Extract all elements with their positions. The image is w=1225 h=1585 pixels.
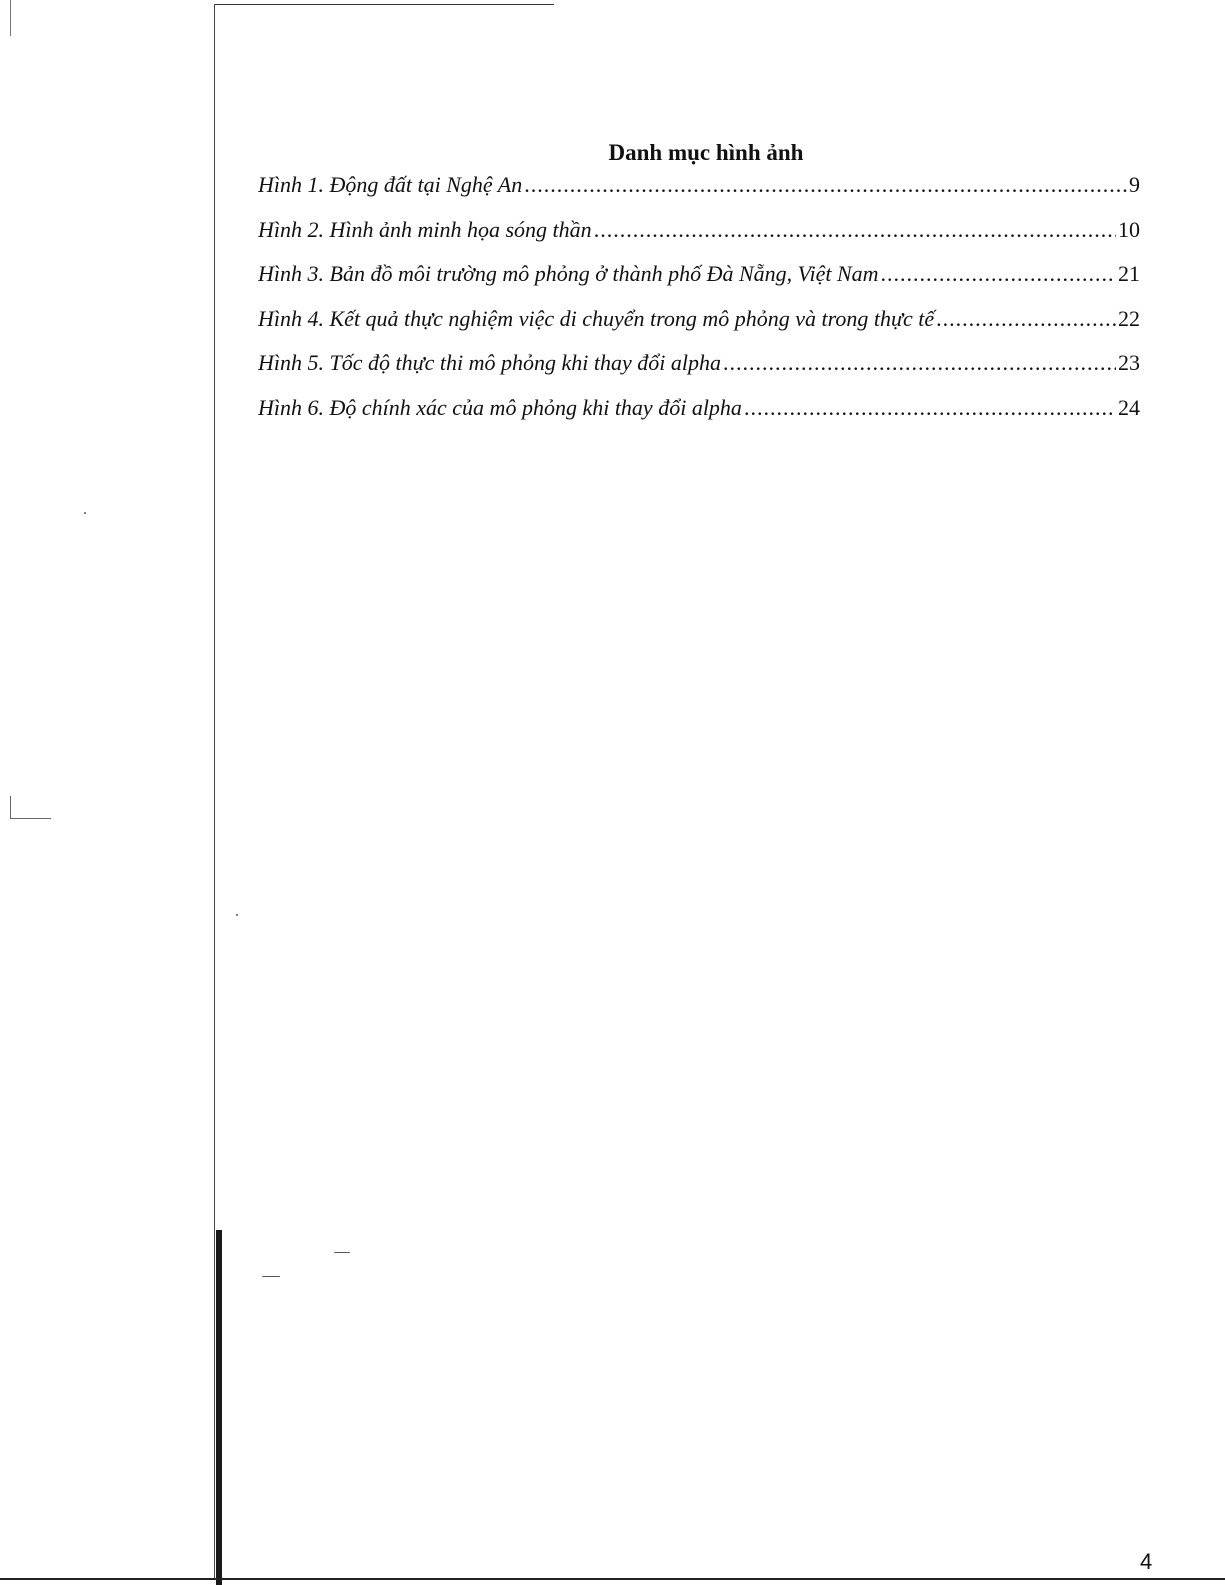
scan-left-shadow [216,1230,222,1585]
toc-entry-page: 21 [1118,261,1140,287]
toc-entry-3[interactable] [258,259,1140,304]
toc-entry-label: Hình 4. Kết quả thực nghiệm việc di chuyển trong mô phỏng và trong thực tế [258,305,935,331]
toc-entry-4[interactable] [258,304,1140,349]
toc-entry-page: 23 [1118,350,1140,376]
list-of-figures [258,138,1140,438]
scan-edge-mark [10,0,11,36]
toc-dot-leader [881,259,1116,289]
toc-entry-page: 24 [1118,394,1140,420]
toc-entry-label: Hình 5. Tốc độ thực thi mô phỏng khi thay đổi alpha [258,350,721,376]
toc-entry-1[interactable] [258,170,1140,215]
toc-entry-page: 9 [1129,172,1140,197]
toc-entry-page: 10 [1118,216,1140,242]
toc-title: Danh mục hình ảnh [608,140,804,165]
toc-dot-leader [594,215,1116,245]
scan-top-border [214,4,554,5]
scan-speck [236,914,238,916]
toc-dot-leader [723,348,1116,378]
toc-entry-2[interactable] [258,215,1140,260]
scan-edge-corner [10,796,51,819]
toc-dot-leader [744,393,1116,423]
toc-entry-5[interactable] [258,348,1140,393]
scan-left-border [214,4,215,1579]
toc-entry-page: 22 [1118,305,1140,331]
toc-entry-label: Hình 1. Động đất tại Nghệ An [258,172,523,197]
toc-list [258,170,1140,438]
page-number: 4 [1140,1549,1153,1574]
toc-dot-leader [524,170,1127,200]
toc-entry-label: Hình 3. Bản đồ môi trường mô phỏng ở thành phố Đà Nẵng, Việt Nam [258,261,879,287]
scan-speck [334,1252,350,1253]
scan-bottom-border [0,1578,1225,1580]
toc-entry-6[interactable] [258,393,1140,438]
scan-speck [262,1276,280,1277]
toc-dot-leader [936,304,1116,334]
toc-entry-label: Hình 6. Độ chính xác của mô phỏng khi thay đổi alpha [258,394,742,420]
toc-entry-label: Hình 2. Hình ảnh minh họa sóng thần [258,216,592,242]
scan-speck [84,512,86,514]
